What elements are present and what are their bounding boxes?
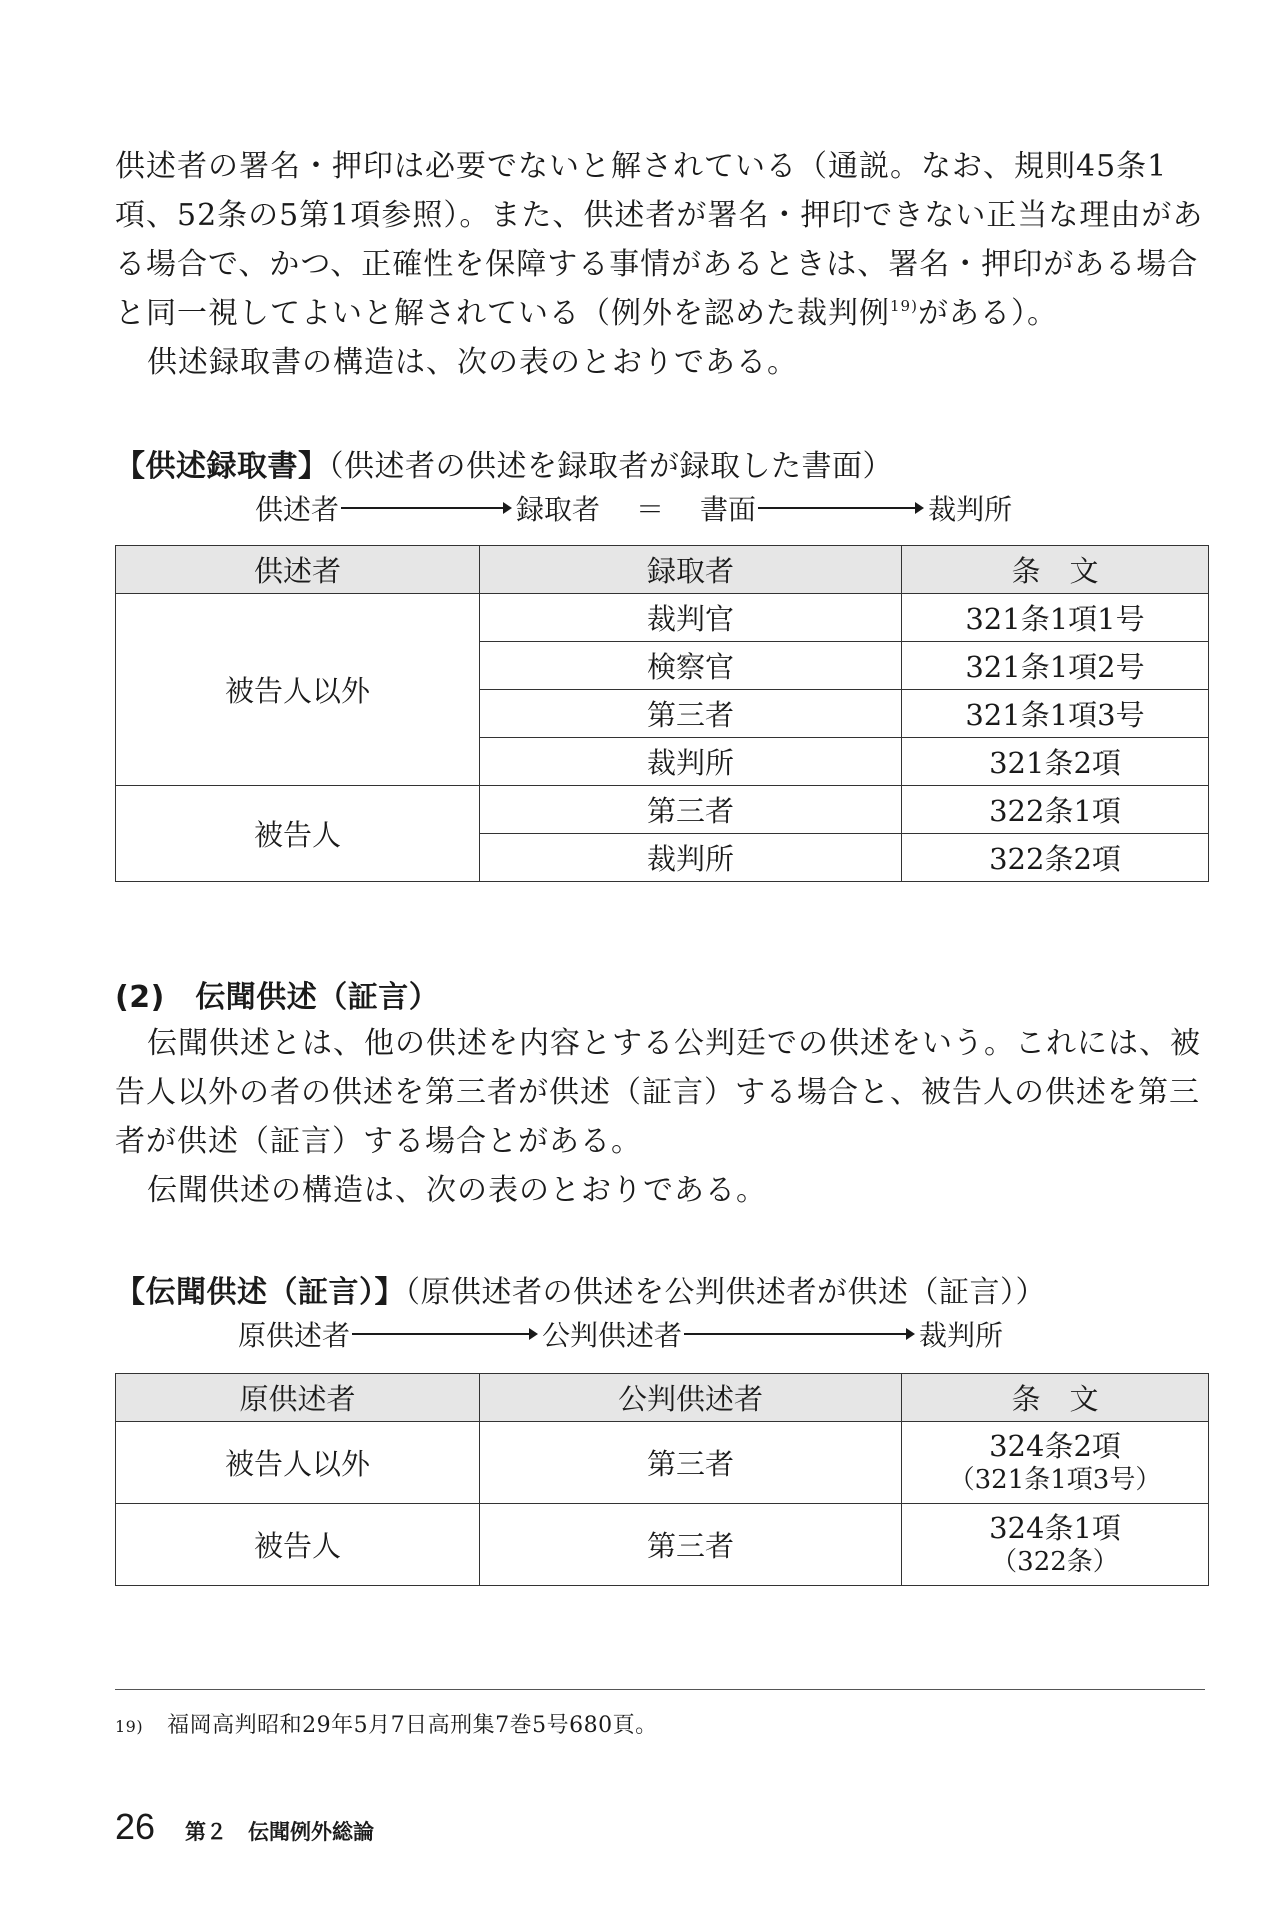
intro-paragraph-2: 供述録取書の構造は、次の表のとおりである。	[147, 345, 798, 380]
footnote: 19) 福岡高判昭和29年5月7日高刑集7巻5号680頁。	[115, 1713, 658, 1738]
article-cell: 321条1項3号	[902, 690, 1209, 738]
table2-header-cell: 原供述者	[116, 1374, 480, 1422]
table-row	[116, 786, 1209, 834]
article-cell: 324条2項 （321条1項3号）	[902, 1422, 1209, 1504]
recorder-cell: 裁判官	[480, 594, 902, 642]
table1-header-cell: 条 文	[902, 546, 1209, 594]
footnote-ref[interactable]: 19)	[890, 297, 918, 315]
article-cell: 324条1項 （322条）	[902, 1504, 1209, 1586]
intro-text-tail: がある）。	[917, 296, 1058, 331]
arrow-icon	[684, 1333, 909, 1335]
article-cell: 321条2項	[902, 738, 1209, 786]
recorder-cell: 第三者	[480, 786, 902, 834]
table1-heading: 【供述録取書】（供述者の供述を録取者が録取した書面）	[115, 449, 893, 484]
article-cell: 322条2項	[902, 834, 1209, 882]
table2-header-cell: 条 文	[902, 1374, 1209, 1422]
original-speaker-cell: 被告人	[116, 1504, 480, 1586]
recorder-cell: 検察官	[480, 642, 902, 690]
group-label-cell: 被告人以外	[116, 594, 480, 786]
table2-header-cell: 公判供述者	[480, 1374, 902, 1422]
section2-paragraph: 伝聞供述とは、他の供述を内容とする公判廷での供述をいう。これには、被告人以外の者の供述を第三者が供述（証言）する場合と、被告人の供述を第三者が供述（証言）する場合とがある。	[115, 1026, 1201, 1159]
article-cell: 321条1項2号	[902, 642, 1209, 690]
section2-title: (2) 伝聞供述（証言）	[115, 980, 440, 1015]
witness-cell: 第三者	[480, 1504, 902, 1586]
recorder-cell: 裁判所	[480, 834, 902, 882]
intro-paragraph	[115, 142, 1205, 338]
table-row	[116, 1504, 1209, 1586]
table-row	[116, 594, 1209, 642]
article-cell: 321条1項1号	[902, 594, 1209, 642]
group-label-cell: 被告人	[116, 786, 480, 882]
table1-header-cell: 録取者	[480, 546, 902, 594]
table1-header-cell: 供述者	[116, 546, 480, 594]
arrow-icon	[352, 1333, 532, 1335]
table2-flow-diagram: 原供述者 公判供述者 裁判所	[238, 1319, 1004, 1352]
table1	[115, 545, 1209, 882]
chapter-title: 第２ 伝聞例外総論	[185, 1820, 375, 1844]
arrow-icon	[341, 507, 506, 509]
table2	[115, 1373, 1209, 1586]
table-row	[116, 1422, 1209, 1504]
footnote-divider	[115, 1689, 1205, 1690]
intro-text: 供述者の署名・押印は必要でないと解されている（通説。なお、規則45条1項、52条の5第1項参照）。また、供述者が署名・押印できない正当な理由がある場合で、かつ、正確性を保障する事情があるときは、署名・押印がある場合と同一視してよいと解されている（例外を認めた裁判例	[115, 149, 1204, 331]
witness-cell: 第三者	[480, 1422, 902, 1504]
arrow-icon	[758, 507, 918, 509]
page-footer	[115, 1806, 374, 1848]
table1-flow-diagram: 供述者 録取者 ＝ 書面 裁判所	[255, 493, 1013, 526]
article-cell: 322条1項	[902, 786, 1209, 834]
original-speaker-cell: 被告人以外	[116, 1422, 480, 1504]
recorder-cell: 第三者	[480, 690, 902, 738]
recorder-cell: 裁判所	[480, 738, 902, 786]
page-number: 26	[115, 1806, 156, 1847]
table2-heading: 【伝聞供述（証言）】（原供述者の供述を公判供述者が供述（証言））	[115, 1275, 1046, 1310]
section2-paragraph-2: 伝聞供述の構造は、次の表のとおりである。	[147, 1173, 767, 1208]
